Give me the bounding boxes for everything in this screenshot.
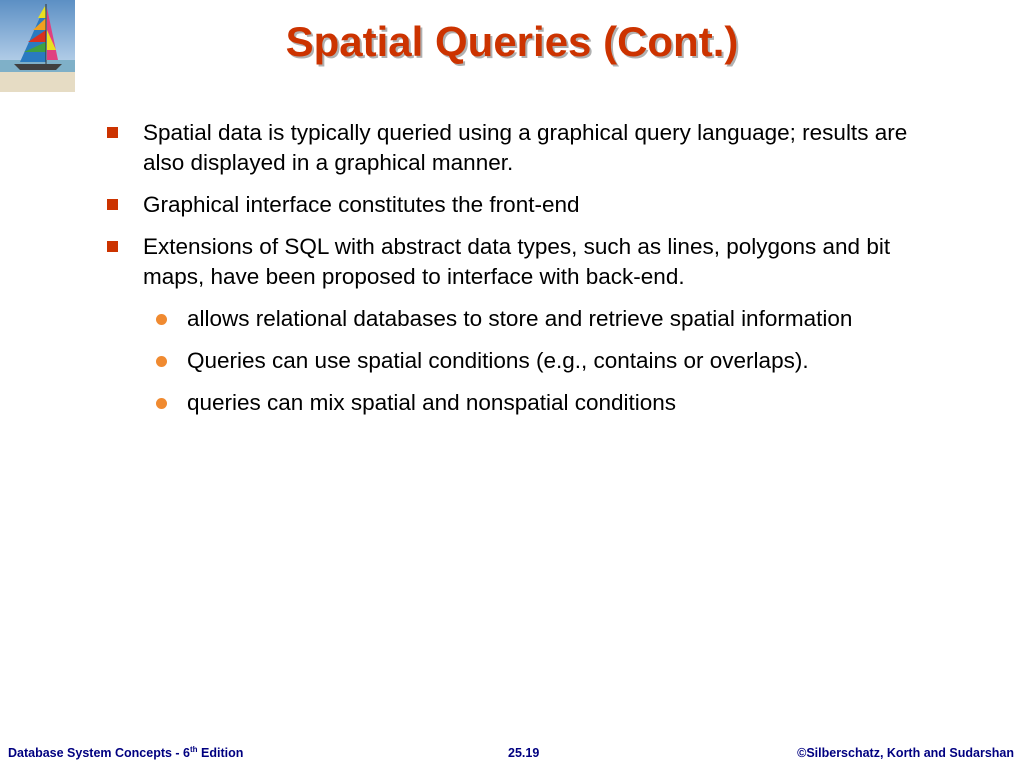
subbullet-item bbox=[104, 346, 924, 376]
dot-bullet-icon bbox=[156, 314, 167, 325]
subbullet-text: queries can mix spatial and nonspatial conditions bbox=[187, 390, 677, 415]
footer-book-title bbox=[8, 746, 243, 760]
footer-book-suffix: Edition bbox=[197, 746, 244, 760]
square-bullet-icon bbox=[107, 241, 118, 252]
bullet-text: Spatial data is typically queried using a graphical query language; results are also displayed in a graphical manner. bbox=[143, 120, 908, 175]
footer-copyright: ©Silberschatz, Korth and Sudarshan bbox=[797, 746, 1014, 760]
bullet-item bbox=[104, 232, 924, 292]
subbullet-item bbox=[104, 388, 924, 418]
square-bullet-icon bbox=[107, 127, 118, 138]
dot-bullet-icon bbox=[156, 398, 167, 409]
footer-page-number: 25.19 bbox=[508, 746, 540, 760]
bullet-text: Extensions of SQL with abstract data types, such as lines, polygons and bit maps, have been proposed to interface with back-end. bbox=[143, 234, 891, 289]
bullet-item bbox=[104, 190, 924, 220]
footer-book-prefix: Database System Concepts - 6 bbox=[8, 746, 191, 760]
subbullet-item bbox=[104, 304, 924, 334]
footer-book-sup: th bbox=[190, 744, 198, 754]
bullet-text: Graphical interface constitutes the front-end bbox=[143, 192, 580, 217]
dot-bullet-icon bbox=[156, 356, 167, 367]
subbullet-text: Queries can use spatial conditions (e.g., contains or overlaps). bbox=[187, 348, 809, 373]
subbullet-text: allows relational databases to store and retrieve spatial information bbox=[187, 306, 853, 331]
bullet-item bbox=[104, 118, 924, 178]
slide-content bbox=[104, 118, 924, 430]
square-bullet-icon bbox=[107, 199, 118, 210]
slide-title: Spatial Queries (Cont.) bbox=[285, 18, 739, 65]
